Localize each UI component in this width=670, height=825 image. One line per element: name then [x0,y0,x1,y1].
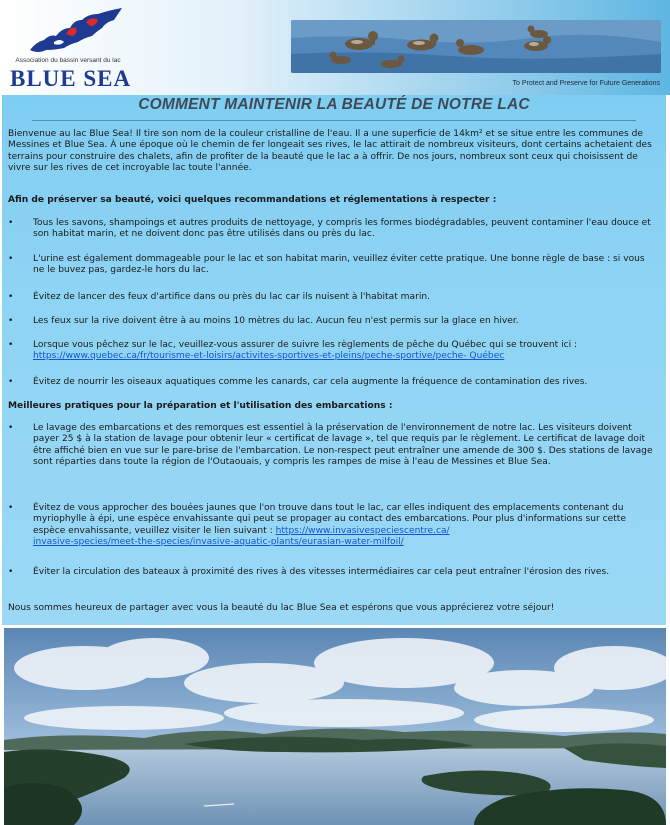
intro-paragraph: Bienvenue au lac Blue Sea! Il tire son nom de la couleur cristalline de l'eau. Il a une superficie de 14km² et se situe entre les communes de Messines et Blue Sea. À une époque où le chemin de fer longeait ses rives, le lac attirait de nombreux visiteurs, dont certains achetaient des terrains pour construire des chalets, afin de profiter de la beauté que le lac a à offrir. De nos jours, nombreux sont ceux qui choisissent de vivre sur les rives de cet incroyable lac toute l'année. [8,129,652,173]
closing-paragraph: Nous sommes heureux de partager avec vous la beauté du lac Blue Sea et espérons que vous apprécierez votre séjour! [8,603,555,613]
logo [8,6,148,90]
bullet-icon: • [8,503,14,513]
logo-association-text: Association du bassin versant du lac [15,57,121,64]
list-item-text: Évitez de vous approcher des bouées jaunes que l'on trouve dans tout le lac, car elles indiquent des emplacements contenant du myriophylle à épi, une espèce envahissante qui peut se propager au contact des embarcations. Pour plus d'informations sur cette espèce envahissante, veuillez visiter le lien suivant : [33,503,626,536]
lake-landscape-photo [4,628,666,825]
bullet-icon: • [8,377,14,387]
logo-name: BLUE SEA [10,66,132,91]
bullet-icon: • [8,423,14,433]
bullet-icon: • [8,316,14,326]
fishing-regulations-link[interactable]: https://www.quebec.ca/fr/tourisme-et-loisirs/activites-sportives-et-pleins/peche-sportive/peche- Québec [33,351,505,362]
main-content [2,95,666,625]
bullet-icon: • [8,254,14,264]
list-item-text: Évitez de nourrir les oiseaux aquatiques comme les canards, car cela augmente la fréquence de contamination des rives. [33,377,588,387]
invasive-species-link[interactable]: https://www.invasivespeciescentre.ca/ [275,525,450,536]
bullet-icon: • [8,340,14,350]
invasive-species-link-continued[interactable]: invasive-species/meet-the-species/invasive-aquatic-plants/eurasian-water-milfoil/ [33,536,404,547]
section2-heading: Meilleures pratiques pour la préparation et l'utilisation des embarcations : [8,401,393,411]
bullet-icon: • [8,567,14,577]
header [0,0,670,95]
list-item-text: Évitez de lancer des feux d'artifice dans ou près du lac car ils nuisent à l'habitat marin. [33,292,431,302]
lake-shape-icon [26,6,126,56]
list-item-text: Éviter la circulation des bateaux à proximité des rives à des vitesses intermédiaires car cela peut entraîner l'érosion des rives. [33,567,610,577]
list-item-text: Tous les savons, shampoings et autres produits de nettoyage, y compris les formes biodégradables, peuvent contaminer l'eau douce et son habitat marin, et ne doivent donc pas être utilisés dans ou près du lac. [33,218,651,240]
page-title: COMMENT MAINTENIR LA BEAUTÉ DE NOTRE LAC [138,96,530,113]
list-item-text: L'urine est également dommageable pour le lac et son habitat marin, veuillez éviter cette pratique. Une bonne règle de base : si vous ne le buvez pas, gardez-le hors du lac. [33,254,645,276]
bullet-icon: • [8,292,14,302]
ducks-banner-photo [291,20,661,73]
list-item-text: Les feux sur la rive doivent être à au moins 10 mètres du lac. Aucun feu n'est permis sur la glace en hiver. [33,316,519,326]
title-divider [32,120,636,121]
section1-heading: Afin de préserver sa beauté, voici quelques recommandations et réglementations à respecter : [8,195,497,205]
list-item-text: Le lavage des embarcations et des remorques est essentiel à la préservation de l'environnement de notre lac. Les visiteurs doivent payer 25 $ à la station de lavage pour obtenir leur « certificat de lavage », tel que requis par le règlement. Le certificat de lavage doit être affiché bien en vue sur le pare-brise de l'embarcation. Le non-respect peut entraîner une amende de 300 $. Des stations de lavage sont réparties dans toute la région de l'Outaouais, y compris les rampes de mise à l'eau de Messines et Blue Sea. [33,423,653,467]
list-item-text: Lorsque vous pêchez sur le lac, veuillez-vous assurer de suivre les règlements de pêche du Québec qui se trouvent ici : [33,340,578,350]
tagline: To Protect and Preserve for Future Generations [512,80,660,87]
bullet-icon: • [8,218,14,228]
